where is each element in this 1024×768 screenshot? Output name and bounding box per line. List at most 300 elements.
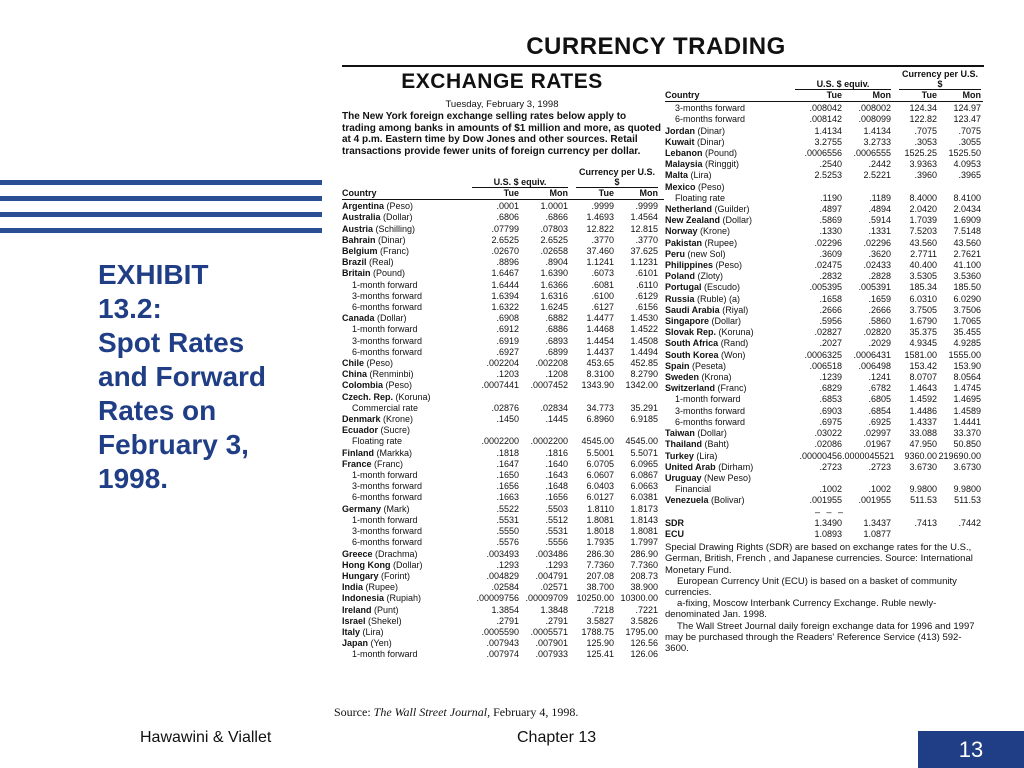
country-name: Taiwan [665,428,695,439]
currency-name: (Baht) [704,439,730,450]
rate-cell: .3053 [914,136,937,147]
table-row [665,338,983,349]
rate-cell: .03022 [814,428,842,439]
rate-cell: 126.06 [630,649,658,660]
column-header-mon: Mon [639,188,658,198]
column-header-country: Country [342,188,377,198]
currency-name: (Dollar) [383,212,413,223]
rate-cell: .007974 [486,649,519,660]
rate-cell: .6101 [635,268,658,279]
rate-cell: .2723 [868,461,891,472]
table-row [342,638,664,649]
country-cell [342,481,472,492]
rate-cell: .02876 [491,402,519,413]
clipping-date: Tuesday, February 3, 1998 [445,99,559,110]
rate-cell: .004791 [535,570,568,581]
currency-name: (Peso) [698,181,725,192]
country-cell [342,515,472,526]
rate-cell: 5.5071 [630,447,658,458]
rate-cell: .1658 [819,293,842,304]
rate-cell: 124.97 [953,103,981,114]
page-number: 13 [958,737,984,762]
rate-cell: 1.6245 [540,302,568,313]
rate-cell: .2791 [545,615,568,626]
rate-cell: .02475 [814,260,842,271]
rate-cell: 153.42 [909,360,937,371]
rate-cell: .6886 [545,324,568,335]
rate-cell: 4545.00 [625,436,658,447]
rate-cell: 185.50 [953,282,981,293]
rate-cell: .3965 [958,170,981,181]
page-number-badge [918,731,1024,768]
rate-cell: 452.85 [630,358,658,369]
rate-cell: 3.7505 [909,304,937,315]
rate-cell: .02584 [491,582,519,593]
rate-cell [568,392,614,403]
country-name: Czech. Rep. [342,391,394,402]
rate-cell: 6.0403 [586,481,614,492]
country-name: ECU [665,528,685,539]
country-name: Portugal [665,282,702,293]
table-row [342,515,664,526]
currency-name: (Ruble) (a) [697,293,741,304]
rate-cell: 37.460 [586,246,614,257]
rate-cell: 3.5360 [953,271,981,282]
country-name: 3-months forward [352,526,423,537]
country-cell [342,459,472,470]
rate-cell: 12.815 [630,223,658,234]
currency-name: (Rupee) [704,237,738,248]
rate-cell: 1.8081 [586,514,614,525]
rate-cell: 1.4589 [953,405,981,416]
table-row [342,235,664,246]
table-row [665,193,983,204]
rate-cell: 1.7039 [909,215,937,226]
country-name: Floating rate [352,436,403,447]
rate-cell: 125.90 [586,638,614,649]
rate-cell: .2666 [819,304,842,315]
rate-cell [614,392,658,403]
country-cell [665,114,795,125]
table-row [665,529,983,540]
table-row [342,504,664,515]
rate-cell: 4.9285 [953,338,981,349]
currency-name: (Zloty) [697,271,724,282]
rate-cell: 1.7997 [630,537,658,548]
rate-cell: 1.6467 [491,268,519,279]
rate-cell: 1.6394 [491,290,519,301]
rate-cell [842,182,891,193]
country-name: Chile [342,358,365,369]
country-name: Germany [342,503,382,514]
country-name: 3-months forward [352,290,423,301]
rate-cell: 3.5826 [630,615,658,626]
country-name: Thailand [665,439,703,450]
rate-cell: 4.9345 [909,338,937,349]
rate-cell: 125.41 [586,649,614,660]
rate-cell: 33.370 [953,428,981,439]
country-cell [665,170,795,181]
rate-cell: 1.4508 [630,335,658,346]
rate-cell: .6853 [819,394,842,405]
rate-cell: 8.0564 [953,372,981,383]
source-publication: The Wall Street Journal, [373,705,491,719]
rate-cell: .1663 [496,492,519,503]
country-name: Denmark [342,414,381,425]
rate-cell: 1.4486 [909,405,937,416]
rate-cell: 6.0127 [586,492,614,503]
rate-cell: 35.375 [909,327,937,338]
rate-cell: .002204 [486,358,519,369]
note-paragraph: European Currency Unit (ECU) is based on a basket of community currencies. [665,575,957,598]
country-cell [665,148,795,159]
country-cell [665,350,795,361]
rate-cell: .9999 [635,201,658,212]
rate-cell: .6927 [496,346,519,357]
rate-cell [472,392,519,403]
group-header-usd: U.S. $ equiv. [795,79,891,90]
table-row [342,336,664,347]
country-name: New Zealand [665,215,721,226]
rate-cell: .001955 [809,495,842,506]
rate-cell: 6.0663 [630,481,658,492]
source-date: February 4, 1998. [493,705,579,719]
rate-cell: 50.850 [953,439,981,450]
country-cell [342,627,472,638]
clipping-intro: The New York foreign exchange selling rates below apply to trading among banks in amounts of $1 million and more, as quoted at 4 p.m. Eastern time by Dow Jones and other sources. Retail transactions provide fewer units of foreign currency per dollar. [342,111,661,157]
rate-cell: 47.950 [909,439,937,450]
rate-cell: 2.6525 [540,234,568,245]
rate-cell: 453.65 [586,358,614,369]
table-row [342,571,664,582]
rate-cell: .02670 [491,246,519,257]
currency-name: (Won) [721,349,746,360]
country-cell [342,414,472,425]
rate-cell: .02827 [814,327,842,338]
rate-cell: 9.9800 [909,484,937,495]
currency-name: (Markka) [376,447,413,458]
rate-cell: 2.6525 [491,234,519,245]
rate-cell: .1293 [545,559,568,570]
country-cell [342,605,472,616]
rate-cell: .0002200 [481,436,519,447]
rate-cell: 3.6730 [953,461,981,472]
table-row [342,616,664,627]
group-header-row [342,167,664,188]
note-paragraph: The Wall Street Journal daily foreign exchange data for 1996 and 1997 may be purchased through the Readers' Reference Service (413) 592-3600. [665,620,975,654]
country-cell [665,204,795,215]
rate-cell: 1.4477 [586,313,614,324]
rate-cell: .2791 [496,615,519,626]
rate-cell: 35.455 [953,327,981,338]
rate-cell: 124.34 [909,103,937,114]
rate-cell: .2442 [868,159,891,170]
rate-cell: .3770 [591,234,614,245]
rate-cell: .6908 [496,313,519,324]
rates-table-body [665,103,983,506]
currency-name: (Krone) [383,414,414,425]
rate-cell: 8.2790 [630,369,658,380]
country-cell [665,316,795,327]
rate-cell: .1656 [496,481,519,492]
rate-cell: .5576 [496,537,519,548]
table-row [665,451,983,462]
rates-table-body [342,201,664,660]
rate-cell: .5956 [819,316,842,327]
rate-cell: 7.5148 [953,226,981,237]
table-row [342,291,664,302]
rate-cell: .5531 [545,526,568,537]
country-cell [342,324,472,335]
currency-name: (Ringgit) [705,159,740,170]
rate-cell: .2828 [868,271,891,282]
currency-name: (Rupee) [365,582,399,593]
country-name: Kuwait [665,136,695,147]
exhibit-title-line: and Forward [98,361,267,392]
rate-cell: .005391 [858,282,891,293]
country-cell [342,403,472,414]
country-name: South Korea [665,349,719,360]
rate-cell: 1.3437 [863,517,891,528]
country-cell [665,260,795,271]
country-cell [342,537,472,548]
table-row [665,316,983,327]
rate-cell: .6081 [591,279,614,290]
rate-cell: 123.47 [953,114,981,125]
rate-cell: .6829 [819,383,842,394]
rate-cell: 6.0867 [630,470,658,481]
rate-cell: 6.0381 [630,492,658,503]
country-cell [342,201,472,212]
rate-cell: 3.9363 [909,159,937,170]
country-name: Peru [665,248,686,259]
rate-cell: 3.7506 [953,304,981,315]
currency-name: (Dinar) [697,136,725,147]
rate-cell: 207.08 [586,570,614,581]
rate-cell: .5914 [868,215,891,226]
column-header-tue: Tue [826,90,842,100]
currency-name: (Dollar) [393,559,423,570]
rate-cell: .7221 [635,604,658,615]
note-paragraph: Special Drawing Rights (SDR) are based on exchange rates for the U.S., German, British, French , and Japanese currencies. Source: International Monetary Fund. [665,542,973,576]
rate-cell: 1.8081 [630,526,658,537]
country-name: Brazil [342,257,367,268]
table-row [665,137,983,148]
rate-cell: .2723 [819,461,842,472]
country-name: United Arab [665,461,716,472]
rate-cell: .1203 [496,369,519,380]
decorative-stripe [0,180,324,185]
table-row [342,302,664,313]
rate-cell: .1239 [819,372,842,383]
table-row [665,182,983,193]
rate-cell: .1450 [496,414,519,425]
rate-cell [937,182,981,193]
rate-cell: .006518 [809,360,842,371]
table-row [665,249,983,260]
rate-cell: .4894 [868,204,891,215]
currency-name: (new Sol) [687,248,726,259]
rate-cell: 1.4693 [586,212,614,223]
country-cell [665,305,795,316]
rate-cell: .00000456 [799,450,842,461]
table-row [342,470,664,481]
country-name: 6-months forward [352,537,423,548]
exhibit-title-line: 13.2: [98,293,162,324]
rate-cell: .2540 [819,159,842,170]
country-cell [665,372,795,383]
rate-cell: .02834 [540,402,568,413]
rate-cell: .7218 [591,604,614,615]
rate-cell: .6975 [819,416,842,427]
rate-cell: .07803 [540,223,568,234]
rate-cell: 6.0310 [909,293,937,304]
country-name: South Africa [665,338,719,349]
currency-name: (Mark) [383,503,410,514]
rate-cell: .00009756 [476,593,519,604]
decorative-stripe [0,196,324,201]
rate-cell: .1331 [868,226,891,237]
rate-cell: .002208 [535,358,568,369]
rate-cell: .1241 [868,372,891,383]
country-cell [665,428,795,439]
rate-cell: .6129 [635,290,658,301]
country-cell [342,347,472,358]
rate-cell: 1342.00 [625,380,658,391]
country-name: Russia [665,293,695,304]
table-row [342,257,664,268]
country-cell [342,526,472,537]
rate-cell: 1.1231 [630,257,658,268]
rate-cell: .1445 [545,414,568,425]
rate-cell: 1343.90 [581,380,614,391]
rate-cell: .3620 [868,248,891,259]
exhibit-title-line: February 3, [98,429,249,460]
country-cell [665,484,795,495]
rates-table-tail [665,518,983,540]
country-cell [342,593,472,604]
rate-cell: .0002200 [530,436,568,447]
country-cell [342,212,472,223]
country-cell [342,380,472,391]
note-paragraph: a-fixing, Moscow Interbank Currency Exchange. Ruble newly-denominated Jan. 1998. [665,598,937,621]
country-cell [342,358,472,369]
rate-cell: .004829 [486,570,519,581]
rate-cell: .5522 [496,503,519,514]
rate-cell: 1.0877 [863,528,891,539]
country-name: Canada [342,313,375,324]
rate-cell: .1190 [820,192,842,203]
rate-cell: 1555.00 [948,349,981,360]
headline-rule [342,65,984,67]
rate-cell: 4545.00 [581,436,614,447]
rate-cell: 1.8110 [587,503,614,514]
rate-cell: 208.73 [630,570,658,581]
country-cell [342,571,472,582]
rate-cell: .1002 [819,484,842,495]
rate-cell: .7413 [914,517,937,528]
currency-name: (Peso) [386,201,414,212]
country-cell [342,504,472,515]
rate-cell: 1.4337 [909,416,937,427]
country-name: Belgium [342,246,378,257]
country-cell [342,313,472,324]
currency-name: (Bolivar) [711,495,745,506]
rate-cell: 1.7935 [586,537,614,548]
table-row [665,305,983,316]
rate-cell: .07799 [491,223,519,234]
currency-name: (Drachma) [375,548,418,559]
country-cell [665,294,795,305]
currency-name: (Lira) [690,170,712,181]
country-name: 6-months forward [352,302,423,313]
country-cell [342,336,472,347]
country-name: Ireland [342,604,372,615]
table-row [665,103,983,114]
table-row [342,246,664,257]
table-row [665,271,983,282]
rate-cell: 41.100 [953,260,981,271]
rate-cell: 122.82 [909,114,937,125]
rate-cell: 1.6316 [540,290,568,301]
currency-name: (Lira) [696,450,718,461]
rate-cell: .007901 [535,638,568,649]
rate-cell: 6.0290 [953,293,981,304]
country-cell [665,182,795,193]
country-name: Finland [342,447,374,458]
rate-cell [937,473,981,484]
country-name: 1-month forward [352,649,418,660]
rate-cell: .3055 [958,136,981,147]
column-header-tue: Tue [598,188,614,198]
rate-cell: .6912 [496,324,519,335]
rate-cell: 511.53 [954,495,981,506]
column-header-tue: Tue [921,90,937,100]
table-row [665,114,983,125]
rate-cell: .0006556 [804,148,842,159]
rate-cell: .8896 [496,257,519,268]
rate-cell: .0006431 [853,349,891,360]
country-cell [342,448,472,459]
rate-cell: .6110 [636,279,658,290]
table-row [342,582,664,593]
table-row [342,268,664,279]
clipping-headline: CURRENCY TRADING [526,33,786,60]
rate-cell: 43.560 [909,237,937,248]
country-name: Financial [675,484,712,495]
table-row [342,526,664,537]
country-name: Malaysia [665,159,703,170]
rate-cell: .6782 [868,383,891,394]
table-row [342,403,664,414]
rate-cell: .01967 [863,439,891,450]
country-cell [665,103,795,114]
country-name: Turkey [665,450,694,461]
newspaper-clipping [322,25,990,727]
rate-cell: .5512 [545,514,568,525]
rate-cell: .02296 [863,237,891,248]
column-header-mon: Mon [962,90,981,100]
country-cell [665,226,795,237]
rate-cell: .007933 [535,649,568,660]
rate-cell: .02997 [863,428,891,439]
rate-cell: .6156 [635,302,658,313]
country-cell [665,406,795,417]
country-name: 3-months forward [675,405,746,416]
country-name: 6-months forward [675,114,746,125]
country-name: Pakistan [665,237,703,248]
rate-cell: .1643 [545,470,568,481]
